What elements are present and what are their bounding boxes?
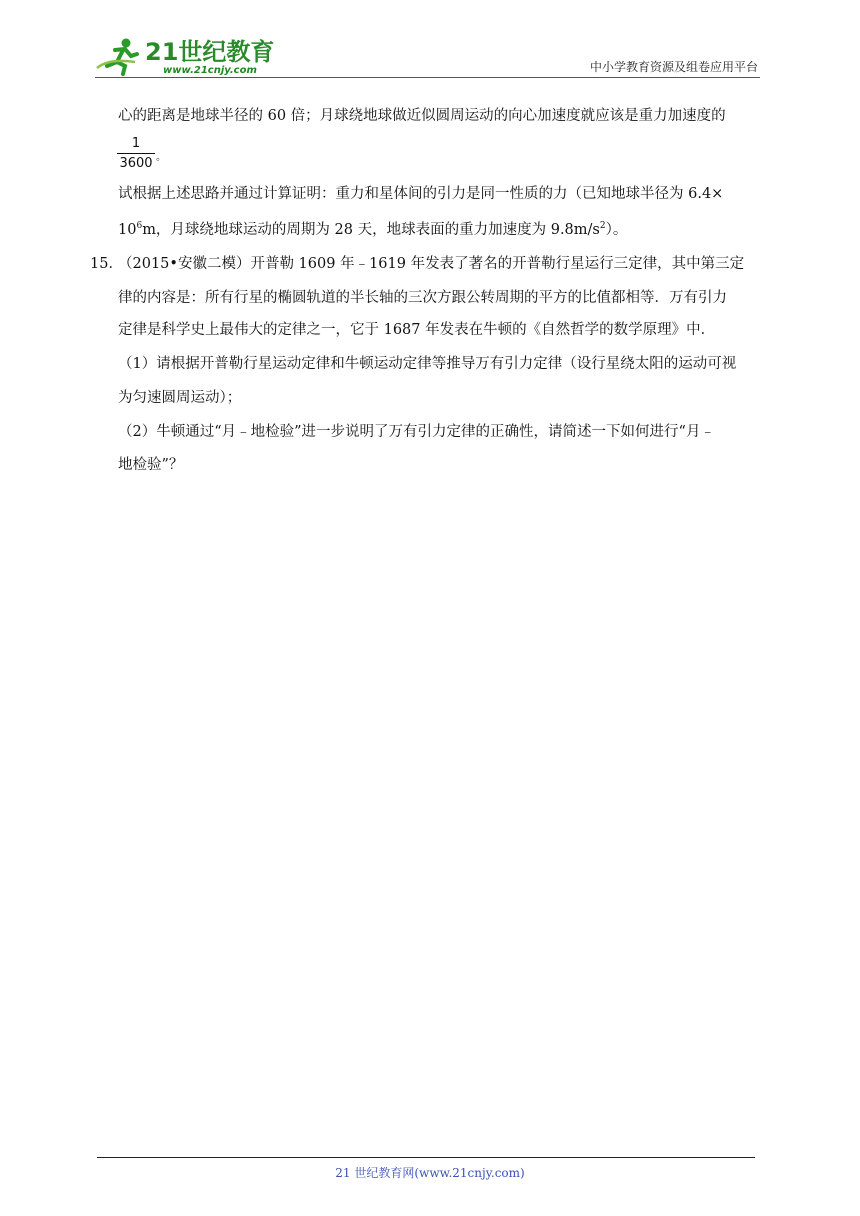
fraction-period: 。	[156, 152, 166, 163]
text-line	[118, 220, 627, 240]
logo-url: www.21cnjy.com	[163, 65, 257, 76]
question-number: 15．	[90, 256, 123, 272]
site-logo	[95, 34, 274, 76]
page-footer: 21 世纪教育网(www.21cnjy.com)	[335, 1166, 525, 1180]
text-line: 定律是科学史上最伟大的定律之一，它于 1687 年发表在牛顿的《自然哲学的数学原理》中．	[118, 322, 716, 338]
platform-tagline: 中小学教育资源及组卷应用平台	[589, 60, 758, 74]
text-line: 试根据上述思路并通过计算证明：重力和星体间的引力是同一性质的力（已知地球半径为 6.4×	[118, 186, 724, 202]
logo-wordmark: 21世纪教育	[145, 38, 275, 66]
fraction	[117, 136, 155, 172]
fraction-denominator: 3600	[119, 156, 153, 171]
text-line: （2015•安徽二模）开普勒 1609 年﹣1619 年发表了著名的开普勒行星运行三定律，其中第三定	[118, 256, 745, 272]
header-divider	[95, 77, 760, 78]
text-line: 律的内容是：所有行星的椭圆轨道的半长轴的三次方跟公转周期的平方的比值都相等．万有引力	[118, 290, 727, 306]
text-segment: m，月球绕地球运动的周期为 28 天，地球表面的重力加速度为 9.8m/s	[142, 222, 600, 238]
superscript: 6	[136, 221, 143, 231]
fraction-bar	[117, 153, 155, 154]
footer-divider	[97, 1157, 755, 1158]
text-line: 为匀速圆周运动）；	[118, 390, 242, 406]
text-segment: 10	[118, 222, 137, 238]
page-header	[95, 28, 760, 80]
text-line: （2）牛顿通过“月﹣地检验”进一步说明了万有引力定律的正确性，请简述一下如何进行“月﹣	[118, 424, 715, 440]
runner-logo-icon	[95, 36, 141, 76]
text-line: 地检验”？	[118, 457, 184, 473]
fraction-numerator: 1	[131, 136, 141, 151]
text-line: （1）请根据开普勒行星运动定律和牛顿运动定律等推导万有引力定律（设行星绕太阳的运动可视	[118, 356, 737, 372]
superscript: 2	[599, 221, 606, 231]
text-line: 心的距离是地球半径的 60 倍；月球绕地球做近似圆周运动的向心加速度就应该是重力加速度的	[118, 108, 726, 124]
text-segment: ）。	[605, 222, 628, 238]
